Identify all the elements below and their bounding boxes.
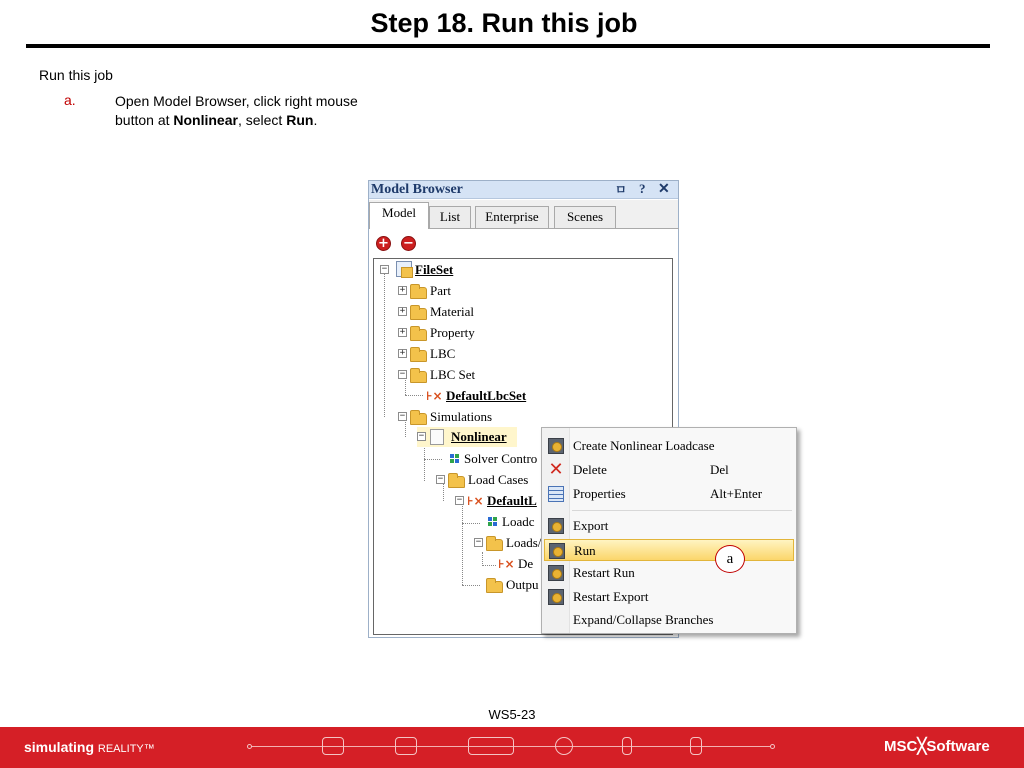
train-icon [468,737,514,755]
tree-node-loads[interactable] [474,534,544,552]
tab-enterprise[interactable]: Enterprise [475,206,549,228]
tree-label-output: Outpu [506,577,539,592]
gear-icon [548,589,564,605]
tree-node-nonlinear[interactable] [417,427,517,447]
tree-label-default-load: De [518,556,534,571]
folder-icon [410,350,427,362]
footer-bar [0,727,1024,768]
footer-tagline-bold: simulating [24,739,95,755]
airplane-icon [322,737,344,755]
tree-node-output[interactable] [482,576,546,594]
tree-label-nonlinear: Nonlinear [451,429,507,444]
step-bold-nonlinear: Nonlinear [173,112,238,128]
job-document-icon [430,429,444,445]
step-bold-run: Run [286,112,314,128]
page-number: WS5-23 [488,707,536,722]
tree-connector [462,585,480,586]
collapse-icon[interactable]: − [399,411,406,421]
menu-label: Export [573,518,609,533]
gear-icon [549,543,565,559]
tree-node-lbc-set[interactable] [398,366,498,384]
tree-label-part: Part [430,283,451,298]
tree-node-solver-control[interactable] [446,450,546,468]
folder-icon [410,329,427,341]
loadcase-icon: ⊦× [467,494,484,508]
collapse-icon[interactable]: − [456,495,463,505]
menu-item-restart-run[interactable] [544,562,794,584]
menu-item-delete[interactable] [544,459,794,481]
tree-connector [462,523,480,524]
step-text-1: Open Model Browser, click right mouse button at [115,93,358,128]
expand-icon[interactable]: + [399,285,406,295]
expand-all-button[interactable]: + [376,236,391,251]
folder-icon [410,287,427,299]
tab-model[interactable]: Model [369,202,429,229]
menu-item-restart-export[interactable] [544,586,794,608]
lbc-set-icon: ⊦× [426,389,443,403]
person-icon [690,737,702,755]
menu-item-export[interactable] [544,515,794,537]
car-icon [395,737,417,755]
tree-node-default-lbc-set[interactable] [426,387,556,405]
collapse-icon[interactable]: − [381,264,388,274]
menu-label: Restart Run [573,565,635,580]
tree-node-fileset[interactable] [378,261,498,279]
load-icon: ⊦× [498,557,515,571]
fileset-icon [396,261,412,277]
folder-icon [486,581,503,593]
tab-scenes[interactable]: Scenes [554,206,616,228]
tree-label-loads: Loads/ [506,535,542,550]
callout-a: a [715,545,745,573]
collapse-icon[interactable]: − [399,369,406,379]
model-browser-title: Model Browser [371,182,463,197]
tree-label-default-loadcase: DefaultL [487,493,537,508]
tree-node-property[interactable] [398,324,498,342]
tree-node-load-cases[interactable] [436,471,536,489]
menu-label: Expand/Collapse Branches [573,612,714,627]
loadcase-control-icon [488,517,498,527]
menu-label: Properties [573,486,626,501]
delete-x-icon: ✕ [548,459,564,480]
menu-item-create-nonlinear-loadcase[interactable] [544,435,794,457]
expand-icon[interactable]: + [399,327,406,337]
slide-title: Step 18. Run this job [370,8,638,38]
menu-label: Run [574,543,596,558]
tree-node-default-loadcase[interactable] [455,492,545,510]
tree-node-material[interactable] [398,303,498,321]
tree-label-solver-control: Solver Contro [464,451,538,466]
tree-label-property: Property [430,325,475,340]
gear-icon [555,737,573,755]
tree-label-simulations: Simulations [430,409,493,424]
menu-label: Delete [573,462,607,477]
menu-label: Create Nonlinear Loadcase [573,438,715,453]
help-icon[interactable]: ? [639,181,646,196]
tree-label-loadcase-control: Loadc [502,514,535,529]
collapse-icon[interactable]: − [418,431,425,441]
msc-software-logo: MSC╳Software [884,738,990,755]
collapse-icon[interactable]: − [437,474,444,484]
menu-separator [572,510,792,511]
collapse-all-button[interactable]: − [401,236,416,251]
phone-icon [622,737,632,755]
folder-icon [410,371,427,383]
timeline-dot-icon [247,744,252,749]
tab-bar [369,200,678,228]
model-browser-titlebar [369,181,678,199]
intro-text: Run this job [39,67,113,83]
menu-item-properties[interactable] [544,483,794,505]
gear-icon [548,438,564,454]
tree-node-part[interactable] [398,282,498,300]
menu-item-expand-collapse-branches[interactable] [544,609,794,631]
title-rule [26,44,990,48]
menu-item-run[interactable] [544,539,794,561]
context-menu [541,427,797,634]
tree-connector [424,459,442,460]
expand-icon[interactable]: + [399,306,406,316]
pin-icon[interactable]: ㅁ [615,183,627,197]
gear-icon [548,518,564,534]
step-letter: a. [64,92,76,108]
step-instruction [115,92,365,130]
step-text-2: , select [237,112,287,128]
properties-icon [548,486,564,502]
folder-icon [486,539,503,551]
menu-shortcut: Alt+Enter [710,486,763,501]
tree-node-loadcase-control[interactable] [484,513,544,531]
tree-label-load-cases: Load Cases [468,472,529,487]
tree-connector [462,503,463,585]
tree-connector [405,395,423,396]
tree-connector [424,441,425,481]
gear-icon [548,565,564,581]
tree-label-default-lbc-set: DefaultLbcSet [446,388,527,403]
tree-connector [482,565,496,566]
step-text-3: . [313,112,318,128]
tree-label-lbc: LBC [430,346,456,361]
footer-tagline-rest: REALITY™ [97,743,155,755]
folder-icon [410,413,427,425]
tree-node-simulations[interactable] [398,408,518,426]
folder-icon [448,476,465,488]
tab-divider [429,228,679,229]
menu-shortcut: Del [710,462,729,477]
tree-connector [384,273,385,417]
collapse-icon[interactable]: − [475,537,482,547]
folder-icon [410,308,427,320]
tree-label-lbc-set: LBC Set [430,367,476,382]
expand-icon[interactable]: + [399,348,406,358]
solver-control-icon [450,454,460,464]
timeline-dot-icon [770,744,775,749]
tree-node-lbc[interactable] [398,345,498,363]
menu-label: Restart Export [573,589,649,604]
tree-label-material: Material [430,304,475,319]
tree-label-fileset: FileSet [415,262,454,277]
tab-list[interactable]: List [429,206,471,228]
tree-node-default-load[interactable] [498,555,546,573]
tree-connector [482,552,483,566]
close-icon[interactable]: ✕ [658,182,670,197]
footer-tagline [24,739,155,755]
